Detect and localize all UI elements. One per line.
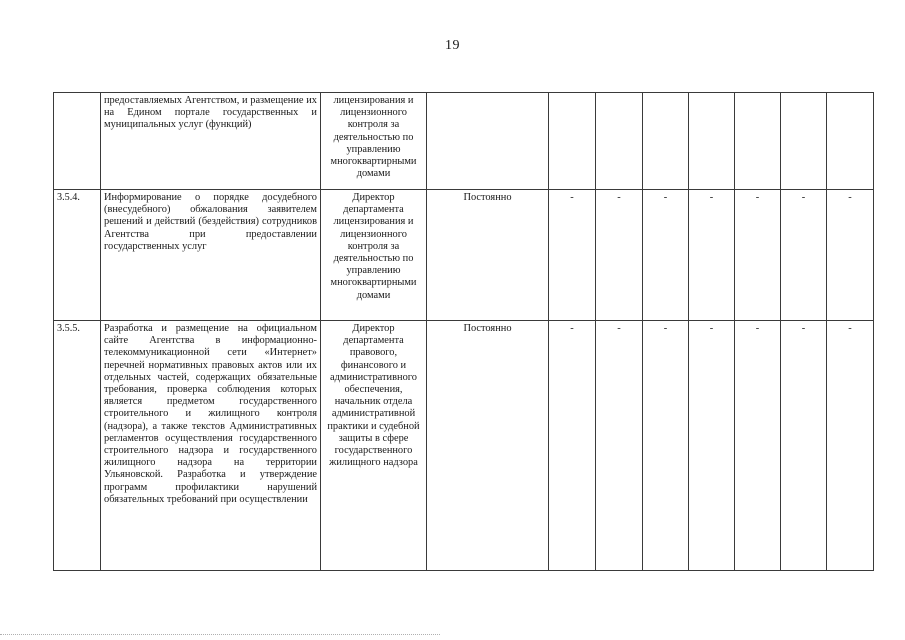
- row-number: 3.5.4.: [54, 190, 101, 321]
- plan-table: [53, 92, 874, 571]
- table-cell: [596, 93, 643, 190]
- table-cell: [735, 93, 781, 190]
- table-cell: -: [596, 321, 643, 571]
- table-cell: -: [643, 190, 689, 321]
- table-cell: -: [827, 190, 874, 321]
- measure-description: предоставляемых Агентством, и размещение их на Едином портале государственных и муниципальных услуг (функций): [101, 93, 321, 190]
- table-cell: -: [689, 321, 735, 571]
- row-number: 3.5.5.: [54, 321, 101, 571]
- page-number: 19: [445, 38, 460, 53]
- row-number: [54, 93, 101, 190]
- deadline: Постоянно: [427, 321, 549, 571]
- table-cell: -: [735, 321, 781, 571]
- table-row: [54, 93, 874, 190]
- table-cell: -: [735, 190, 781, 321]
- measure-description: Разработка и размещение на официальном сайте Агентства в информационно-телекоммуникационной сети «Интернет» перечней нормативных правовых актов или их отдельных частей, содержащих обязательные требования, проверка соблюдения которых является предметом государственного строительного и жилищного контроля (надзора), а также текстов Административных регламентов осуществления государственного строительного надзора и государственного жилищного надзора на территории Ульяновской. Разработка и утверждение программ профилактики нарушений обязательных требований при осуществлении: [101, 321, 321, 571]
- table-cell: -: [689, 190, 735, 321]
- table-cell: -: [596, 190, 643, 321]
- table-cell: -: [781, 190, 827, 321]
- table-cell: [827, 93, 874, 190]
- table-cell: [781, 93, 827, 190]
- responsible-person: Директор департамента лицензирования и лицензионного контроля за деятельностью по управлению многоквартирными домами: [321, 190, 427, 321]
- table-cell: -: [549, 321, 596, 571]
- table-row: [54, 190, 874, 321]
- deadline: Постоянно: [427, 190, 549, 321]
- deadline: [427, 93, 549, 190]
- responsible-person: лицензирования и лицензионного контроля за деятельностью по управлению многоквартирными домами: [321, 93, 427, 190]
- table-cell: [643, 93, 689, 190]
- responsible-person: Директор департамента правового, финансового и административного обеспечения, начальник отдела административной практики и судебной защиты в сфере государственного жилищного надзора: [321, 321, 427, 571]
- table-cell: [689, 93, 735, 190]
- table-row: [54, 321, 874, 571]
- table-cell: -: [643, 321, 689, 571]
- table-cell: [549, 93, 596, 190]
- table-cell: -: [549, 190, 596, 321]
- measure-description: Информирование о порядке досудебного (внесудебного) обжалования заявителем решений и действий (бездействия) сотрудников Агентства при предоставлении государственных услуг: [101, 190, 321, 321]
- table-cell: -: [827, 321, 874, 571]
- table-cell: -: [781, 321, 827, 571]
- scan-edge-line: [0, 634, 440, 635]
